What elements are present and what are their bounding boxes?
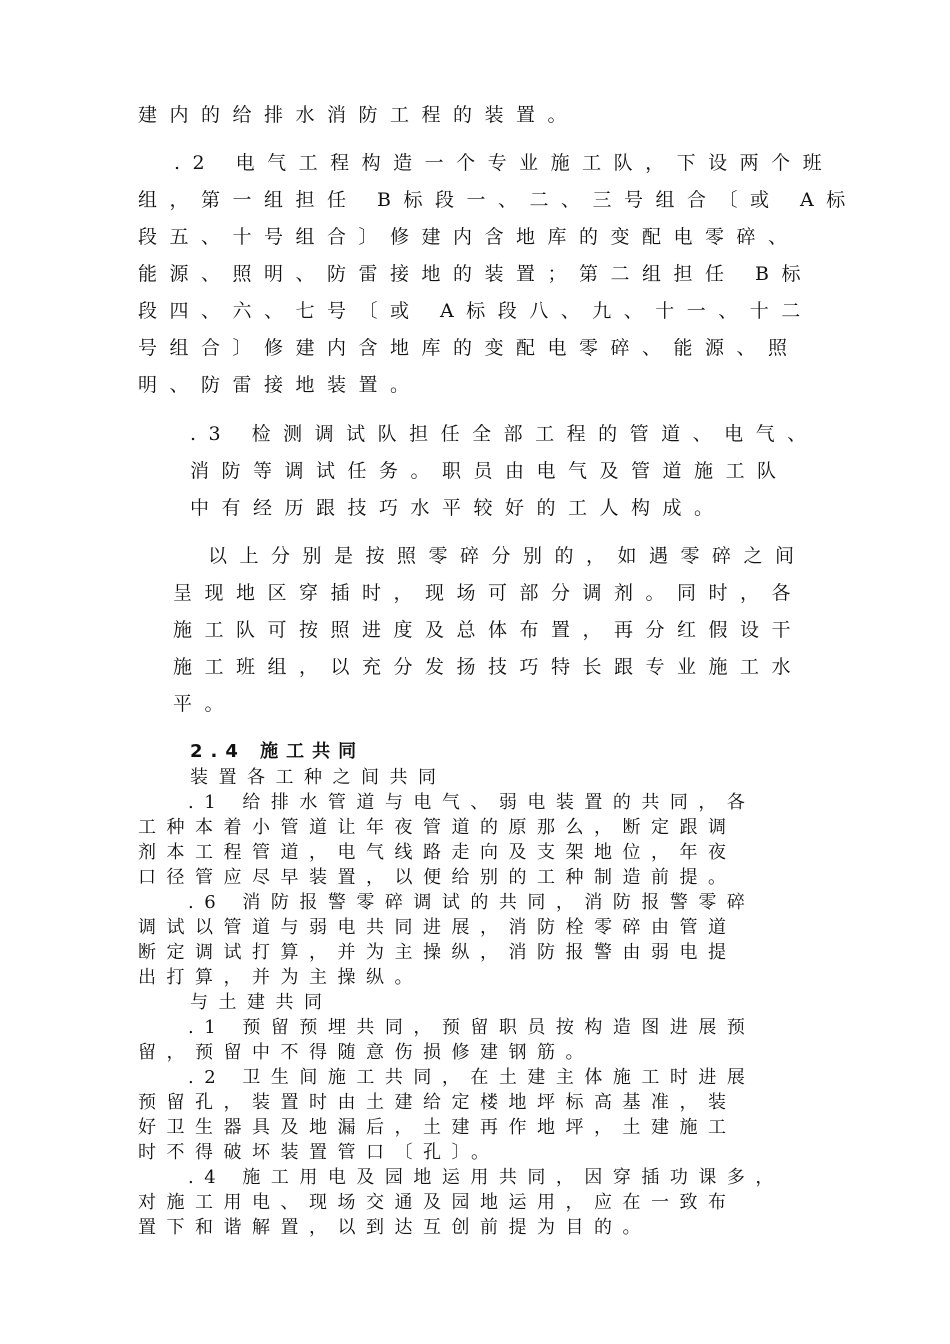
- body-text-line: .4 施工用电及园地运用共同，因穿插功课多，: [188, 1167, 784, 1188]
- body-text-line: 施工班组，以充分发扬技巧特长跟专业施工水: [173, 656, 804, 678]
- body-text-line: 段五、十号组合〕修建内含地库的变配电零碎、: [138, 226, 800, 248]
- body-text-line: 调试以管道与弱电共同进展，消防栓零碎由管道: [138, 917, 737, 938]
- body-text-line: 断定调试打算，并为主操纵，消防报警由弱电提: [138, 942, 737, 963]
- body-text-line: 能源、照明、防雷接地的装置；第二组担任 B标: [138, 263, 814, 285]
- subsection-title: 与土建共同: [190, 992, 333, 1013]
- body-text-line: 建内的给排水消防工程的装置。: [138, 104, 580, 126]
- body-text-line: 明、防雷接地装置。: [138, 374, 422, 396]
- body-text-line: 置下和谐解置，以到达互创前提为目的。: [138, 1217, 651, 1238]
- body-text-line: 口径管应尽早装置，以便给别的工种制造前提。: [138, 867, 737, 888]
- body-text-line: 施工队可按照进度及总体布置，再分红假设干: [173, 619, 804, 641]
- section-heading: 2.4 施工共同: [190, 741, 365, 762]
- body-text-line: 好卫生器具及地漏后，土建再作地坪，土建施工: [138, 1117, 737, 1138]
- body-text-line: 预留孔，装置时由土建给定楼地坪标高基准，装: [138, 1092, 737, 1113]
- subsection-title: 装置各工种之间共同: [190, 767, 447, 788]
- body-text-line: 呈现地区穿插时，现场可部分调剂。同时，各: [173, 582, 804, 604]
- body-text-line: 剂本工程管道，电气线路走向及支架地位，年夜: [138, 842, 737, 863]
- body-text-line: .2 卫生间施工共同，在土建主体施工时进展: [188, 1067, 756, 1088]
- body-text-line: .6 消防报警零碎调试的共同，消防报警零碎: [188, 892, 756, 913]
- body-text-line: 消防等调试任务。职员由电气及管道施工队: [190, 460, 789, 482]
- body-text-line: 平。: [173, 693, 237, 715]
- body-text-line: 对施工用电、现场交通及园地运用，应在一致布: [138, 1192, 737, 1213]
- body-text-line: 号组合〕修建内含地库的变配电零碎、能源、照: [138, 337, 800, 359]
- body-text-line: .1 给排水管道与电气、弱电装置的共同，各: [188, 792, 756, 813]
- body-text-line: 以上分别是按照零碎分别的，如遇零碎之间: [208, 545, 807, 567]
- body-text-line: 段四、六、七号〔或 A标段八、九、十一、十二: [138, 300, 813, 322]
- body-text-line: 留，预留中不得随意伤损修建钢筋。: [138, 1042, 594, 1063]
- body-text-line: 中有经历跟技巧水平较好的工人构成。: [190, 497, 726, 519]
- body-text-line: 组，第一组担任 B标段一、二、三号组合〔或 A标: [138, 189, 858, 211]
- body-text-line: .2 电气工程构造一个专业施工队，下设两个班: [174, 152, 835, 174]
- body-text-line: 出打算，并为主操纵。: [138, 967, 423, 988]
- body-text-line: 时不得破坏装置管口〔孔〕。: [138, 1142, 500, 1163]
- body-text-line: .1 预留预埋共同，预留职员按构造图进展预: [188, 1017, 756, 1038]
- body-text-line: 工种本着小管道让年夜管道的原那么，断定跟调: [138, 817, 737, 838]
- body-text-line: .3 检测调试队担任全部工程的管道、电气、: [190, 423, 819, 445]
